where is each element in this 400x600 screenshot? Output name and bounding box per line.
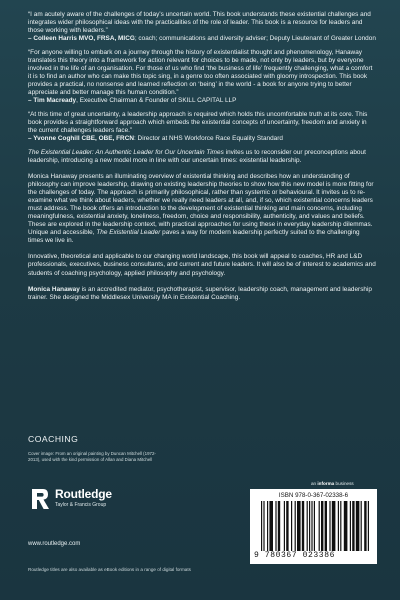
publisher-logo xyxy=(28,486,138,520)
barcode-bar xyxy=(302,501,304,551)
endorser-2-role: , Executive Chairman & Founder of SKILL CAPITAL LLP xyxy=(76,97,237,105)
barcode-bar xyxy=(267,501,268,551)
endorsement-3-attribution xyxy=(28,135,376,143)
barcode-bar xyxy=(275,501,276,551)
barcode-bar xyxy=(325,501,327,551)
endorser-3-role: : Director at NHS Workforce Race Equality Standard xyxy=(133,135,283,143)
barcode-bar xyxy=(329,501,330,551)
endorser-1-role: ; coach; communications and diversity adviser; Deputy Lieutenant of Greater London xyxy=(134,35,376,43)
informa-suffix: business xyxy=(334,481,354,486)
informa-brand: informa xyxy=(317,481,335,486)
barcode-bar xyxy=(338,501,339,551)
barcode-bar xyxy=(352,501,354,551)
description-part-1: Monica Hanaway presents an illuminating overview of existential thinking and describes how an understanding of philosophy can improve leadership, drawing on existing leadership theories to show how this new model is more fitting for the challenges of today. The approach is primarily philosophical, rather than systemic or behavioural. It invites us to re-examine what we think about leaders, whether we really need leaders at all, and, if so, which existential concerns leaders must address. The book offers an introduction to the development of existential thinking and main concerns, including meaningfulness, existential anxiety, loneliness, freedom, choice and responsibility, authenticity, and values and beliefs. These are explored in the leadership context, with practical approaches for using these in everyday leadership dilemmas. Unique and accessible, xyxy=(28,172,374,237)
description-paragraph xyxy=(28,173,376,246)
barcode-bar xyxy=(344,501,348,551)
barcode-bars xyxy=(260,501,369,551)
ebook-note: Routledge titles are also available as eBook editions in a range of digital formats xyxy=(28,567,191,572)
cover-image-credit: Cover image: From an original painting by Duncan Mitchell (1972-2013), used with the kind permission of Allan and Diana Mitchell xyxy=(28,451,156,462)
audience-paragraph: Innovative, theoretical and applicable to our changing world landscape, this book will appeal to coaches, HR and L&D professionals, executives, business consultants, and current and future leaders. It will also be of interest to academics and students of coaching psychology, applied philosophy and psychology. xyxy=(28,253,376,277)
intro-paragraph xyxy=(28,149,376,165)
endorsement-1-attribution xyxy=(28,35,376,43)
isbn-label: ISBN 978-0-367-02338-6 xyxy=(278,492,349,499)
barcode-bar xyxy=(291,501,292,551)
barcode-bar xyxy=(319,501,320,551)
isbn-barcode xyxy=(250,489,377,564)
publisher-website: www.routledge.com xyxy=(28,541,81,547)
barcode-bar xyxy=(297,501,301,551)
endorsement-2-quote: “For anyone willing to embark on a journey through the history of existentialist thought and phenomenology, Hanaway translates this theory into a framework for action relevant for choices to be made, not only by leaders, but by everyone involved in the life of an organisation. For those of us who find ‘the business of life’ frequently challenging, what a comfort it is to find an author who can make this topic sing, in a genre too often associated with gloomy introspection. This book provides a practical, no nonsense and learned reflection on ‘being’ in the world - a book for anyone trying to better appreciate and better manage this human condition.” xyxy=(28,48,373,97)
barcode-bar xyxy=(286,501,288,551)
author-name: Monica Hanaway xyxy=(28,285,80,293)
barcode-bar xyxy=(332,501,336,551)
barcode-bar xyxy=(269,501,273,551)
subject-category: COACHING xyxy=(28,434,79,444)
intro-book-title: The Existential Leader: An Authentic Leader for Our Uncertain Times xyxy=(28,148,224,156)
endorsement-2-attribution xyxy=(28,97,376,105)
barcode-bar xyxy=(311,501,312,551)
barcode-bar xyxy=(321,501,323,551)
description-part-2: paves a way for modern leadership perfectly suited to the challenging times we live in. xyxy=(28,229,360,245)
endorser-2-name: – Tim Macready xyxy=(28,97,77,105)
barcode-number: 9 780367 023386 xyxy=(254,551,336,560)
barcode-bar xyxy=(356,501,360,551)
description-book-title: The Existential Leader xyxy=(96,229,161,237)
barcode-bar xyxy=(364,501,366,551)
barcode-bar xyxy=(295,501,296,551)
author-bio-text: is an accredited mediator, psychotherapist, supervisor, leadership coach, management and leadership trainer. She designed the Middlesex University MA in Existential Coaching. xyxy=(28,285,373,301)
barcode-bar xyxy=(263,501,264,551)
barcode-bar xyxy=(350,501,351,551)
barcode-bar xyxy=(261,501,262,551)
cover-copy xyxy=(28,11,376,302)
barcode-bar xyxy=(307,501,308,551)
barcode-bar xyxy=(314,501,315,551)
barcode-bar xyxy=(361,501,362,551)
informa-business-tag xyxy=(311,481,354,486)
author-bio xyxy=(28,286,376,302)
barcode-bar xyxy=(284,501,285,551)
endorsement-1-quote: “I am acutely aware of the challenges of today’s uncertain world. This book understands these existential challenges and integrates wider philosophical ideas with the practicalities of the role of leader. This book is a resource for leaders and those working with leaders.” xyxy=(28,11,371,35)
barcode-bar xyxy=(309,501,310,551)
barcode-bar xyxy=(340,501,341,551)
barcode-bar xyxy=(278,501,280,551)
endorsement-3-quote: “At this time of great uncertainty, a leadership approach is required which holds this uncomfortable truth at its core. This book provides a straightforward approach which embeds the existential concepts of uncertainty, freedom and anxiety in the current challenges leaders face.” xyxy=(28,110,368,134)
publisher-name: Routledge xyxy=(55,487,112,501)
publisher-group: Taylor & Francis Group xyxy=(55,502,107,508)
barcode-bar xyxy=(368,501,369,551)
routledge-logo-icon xyxy=(28,487,50,511)
intro-text: invites us to reconsider our preconceptions about leadership, introducing a new model more in line with our uncertain times: existential leadership. xyxy=(28,148,366,164)
informa-prefix: an xyxy=(311,481,318,486)
endorser-1-name: – Colleen Harris MVO, FRSA, MICG xyxy=(28,35,135,43)
endorser-3-name: – Yvonne Coghill CBE, OBE, FRCN xyxy=(28,135,134,143)
